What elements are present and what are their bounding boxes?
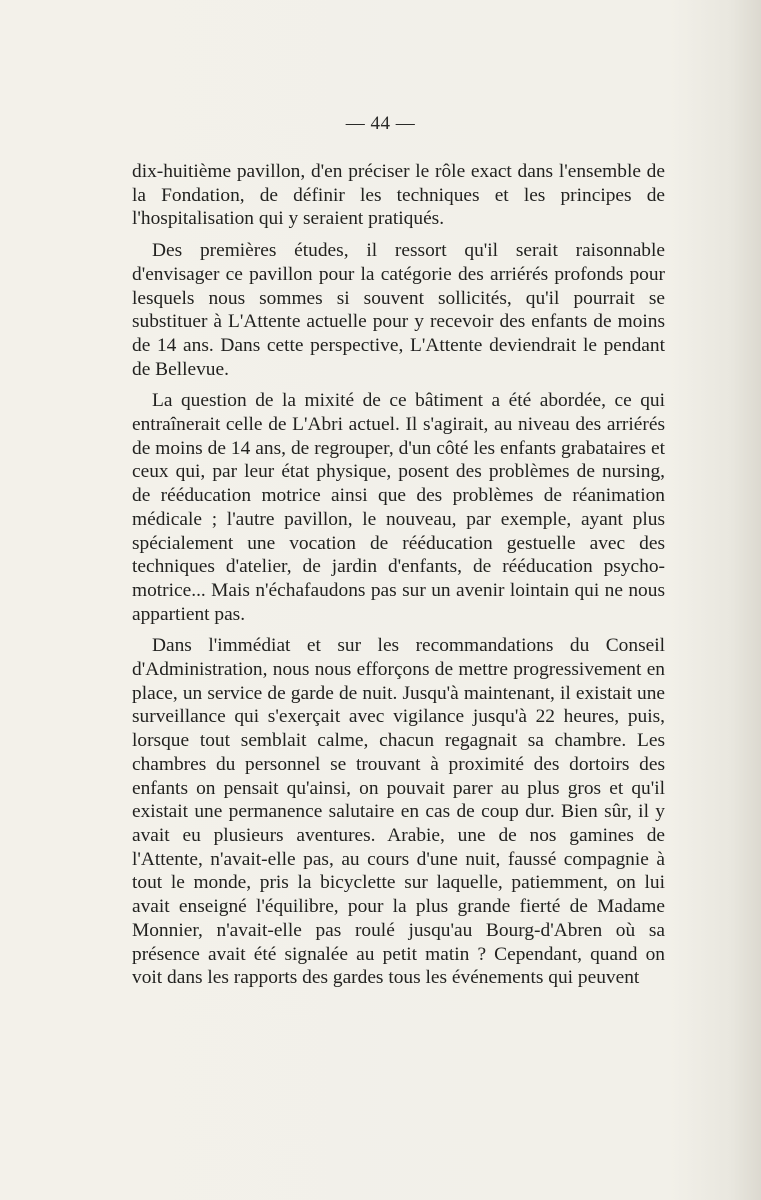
paragraph-2: Des premières études, il ressort qu'il serait raisonnable d'envisager ce pavillon pour la catégorie des arriérés profonds pour lesquels nous sommes si souvent sollicités, qu'il pourrait se substituer à L'Attente actuelle pour y recevoir des enfants de moins de 14 ans. Dans cette perspective, L'Attente deviendrait le pendant de Bellevue. [132, 240, 665, 380]
page-number: — 44 — [345, 113, 416, 134]
paragraph-1: dix-huitième pavillon, d'en préciser le rôle exact dans l'ensemble de la Fondation, de définir les techniques et les principes de l'hospitalisation qui y seraient pratiqués. [132, 161, 665, 230]
paragraph-3: La question de la mixité de ce bâtiment a été abordée, ce qui entraînerait celle de L'Abri actuel. Il s'agirait, au niveau des arriérés de moins de 14 ans, de regrouper, d'un côté les enfants grabataires et ceux qui, par leur état physique, posent des problèmes de nursing, de rééducation motrice ainsi que des problèmes de réanimation médicale ; l'autre pavillon, le nouveau, par exemple, ayant plus spécialement une vocation de rééducation gestuelle avec des techniques d'atelier, de jardin d'enfants, de rééducation psycho-motrice... Mais n'échafaudons pas sur un avenir lointain qui ne nous appartient pas. [132, 390, 665, 625]
paragraph-4: Dans l'immédiat et sur les recommandations du Conseil d'Administration, nous nous efforçons de mettre progressivement en place, un service de garde de nuit. Jusqu'à maintenant, il existait une surveillance qui s'exerçait avec vigilance jusqu'à 22 heures, puis, lorsque tout semblait calme, chacun regagnait sa chambre. Les chambres du personnel se trouvant à proximité des dortoirs des enfants on pensait qu'ainsi, on pouvait parer au plus gros et qu'il existait une permanence salutaire en cas de coup dur. Bien sûr, il y avait eu plusieurs aventures. Arabie, une de nos gamines de l'Attente, n'avait-elle pas, au cours d'une nuit, faussé compagnie à tout le monde, pris la bicyclette sur laquelle, patiemment, on lui avait enseigné l'équilibre, pour la plus grande fierté de Madame Monnier, n'avait-elle pas roulé jusqu'au Bourg-d'Abren où sa présence avait été signalée au petit matin ? Cependant, quand on voit dans les rapports des gardes tous les événements qui peuvent [132, 635, 665, 989]
body-text [132, 160, 665, 998]
